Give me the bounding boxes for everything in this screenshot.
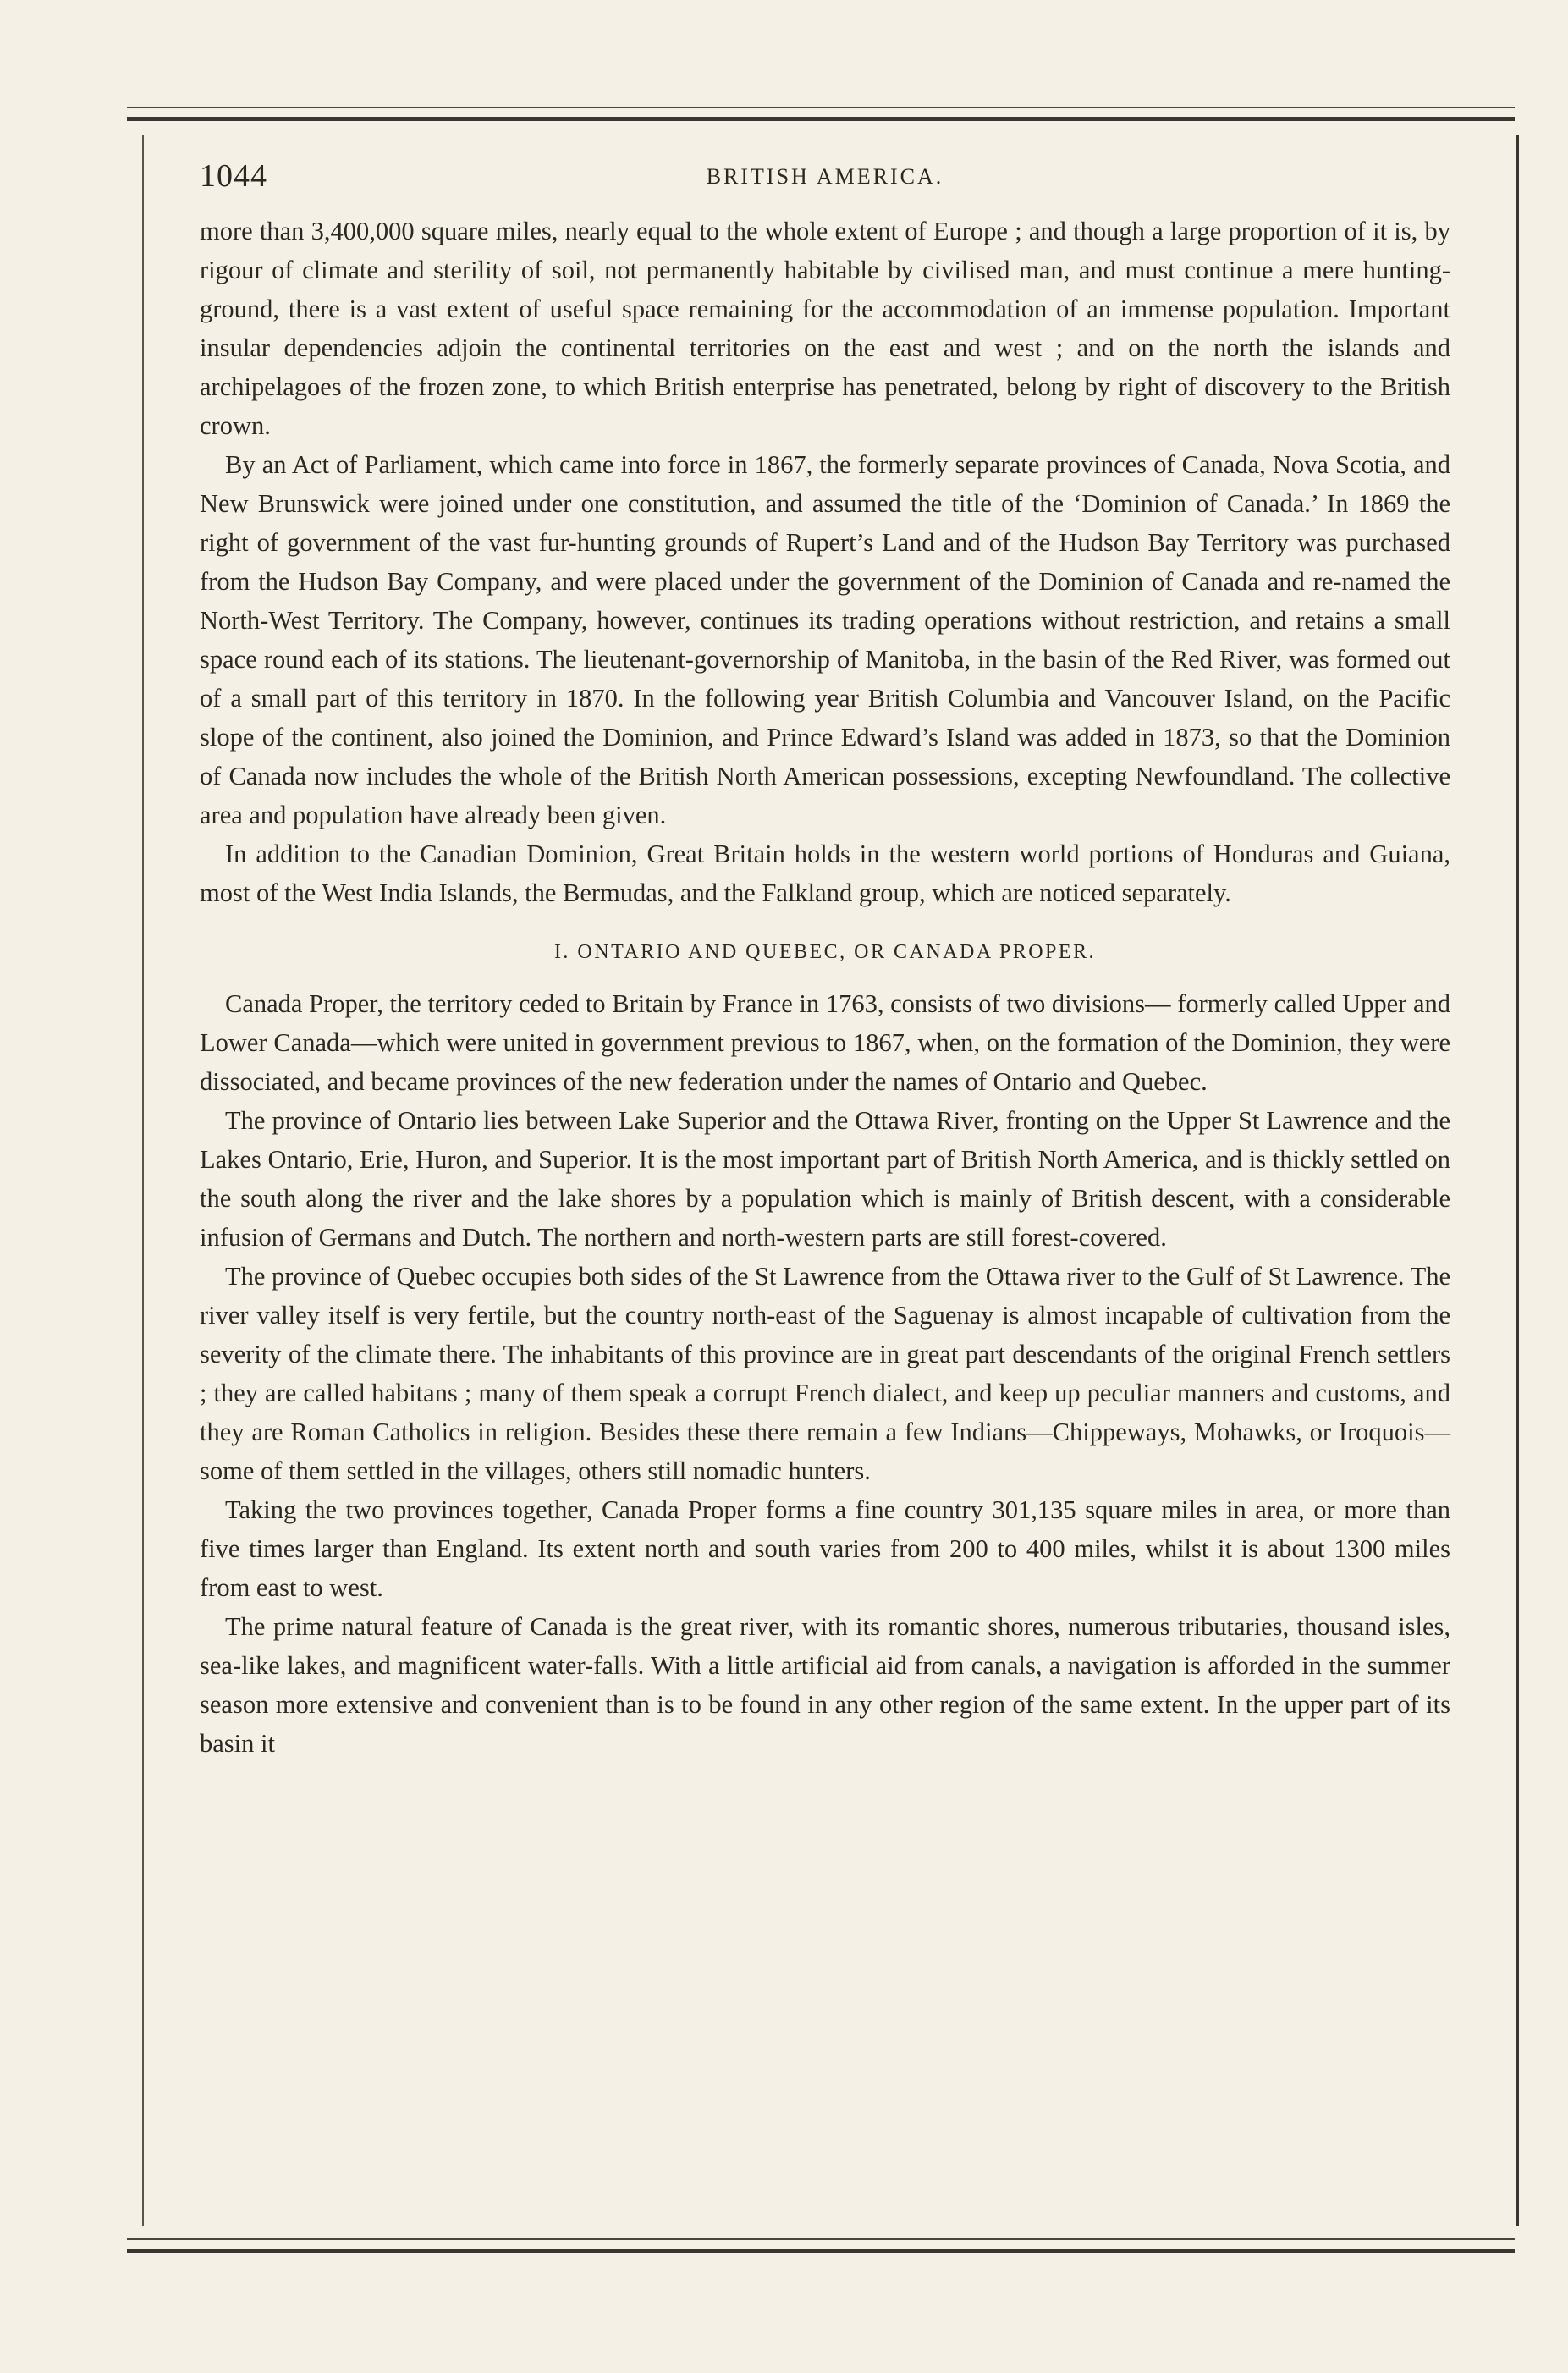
paragraph: The prime natural feature of Canada is the great river, with its romantic shores, numerous tributaries, thousand isles, sea-like lakes, and magnificent water-falls. With a little artificial aid from canals, a navigation is afforded in the summer season more extensive and convenient than is to be found in any other region of the same extent. In the upper part of its basin it [200,1612,1450,1758]
top-rule [127,107,1515,108]
paragraph: more than 3,400,000 square miles, nearly equal to the whole extent of Europe ; and though a large proportion of it is, by rigour of climate and sterility of soil, not permanently habitable by civilised man, and must continue a mere hunting-ground, there is a vast extent of useful space remaining for the accommodation of an immense population. Important insular dependencies adjoin the continental territories on the east and west ; and on the north the islands and archipelagoes of the frozen zone, to which British enterprise has penetrated, belong by right of discovery to the British crown. [200,217,1450,440]
running-head [200,152,1450,203]
paragraph: By an Act of Parliament, which came into force in 1867, the formerly separate provinces of Canada, Nova Scotia, and New Brunswick were joined under one constitution, and assumed the title of the ‘Dominion of Canada.’ In 1869 the right of government of the vast fur-hunting grounds of Rupert’s Land and of the Hudson Bay Territory was purchased from the Hudson Bay Company, and were placed under the government of the Dominion of Canada and re-named the North-West Territory. The Company, however, continues its trading operations without restriction, and retains a small space round each of its stations. The lieutenant-governorship of Manitoba, in the basin of the Red River, was formed out of a small part of this territory in 1870. In the following year British Columbia and Vancouver Island, on the Pacific slope of the continent, also joined the Dominion, and Prince Edward’s Island was added in 1873, so that the Dominion of Canada now includes the whole of the British North American possessions, excepting Newfoundland. The collective area and population have already been given. [200,450,1450,829]
header-title: BRITISH AMERICA. [706,164,944,189]
paragraph: The province of Ontario lies between Lake Superior and the Ottawa River, fronting on the Upper St Lawrence and the Lakes Ontario, Erie, Huron, and Superior. It is the most important part of British North America, and is thickly settled on the south along the river and the lake shores by a population which is mainly of British descent, with a considerable infusion of Germans and Dutch. The northern and north-western parts are still forest-covered. [200,1106,1450,1252]
bottom-rule [127,2238,1515,2240]
bottom-rule-heavy [127,2249,1515,2253]
paragraph: The province of Quebec occupies both sides of the St Lawrence from the Ottawa river to the Gulf of St Lawrence. The river valley itself is very fertile, but the country north-east of the Saguenay is almost incapable of cultivation from the severity of the climate there. The inhabitants of this province are in great part descendants of the original French settlers ; they are called habitans ; many of them speak a corrupt French dialect, and keep up peculiar manners and customs, and they are Roman Catholics in religion. Besides these there remain a few Indians—Chippeways, Mohawks, or Iroquois—some of them settled in the villages, others still nomadic hunters. [200,1262,1450,1485]
paragraph: Canada Proper, the territory ceded to Britain by France in 1763, consists of two divisions— formerly called Upper and Lower Canada—which were united in government previous to 1867, when, on the formation of the Dominion, they were dissociated, and became provinces of the new federation under the names of Ontario and Quebec. [200,989,1450,1096]
page-body [200,152,1450,1763]
section-heading: I. ONTARIO AND QUEBEC, OR CANADA PROPER. [553,941,1097,963]
paragraph: In addition to the Canadian Dominion, Great Britain holds in the western world portions of Honduras and Guiana, most of the West India Islands, the Bermudas, and the Falkland group, which are noticed separately. [200,840,1450,907]
paragraph: Taking the two provinces together, Canada Proper forms a fine country 301,135 square miles in area, or more than five times larger than England. Its extent north and south varies from 200 to 400 miles, whilst it is about 1300 miles from east to west. [200,1495,1450,1602]
top-rule-heavy [127,117,1515,121]
page-number: 1044 [200,158,267,194]
